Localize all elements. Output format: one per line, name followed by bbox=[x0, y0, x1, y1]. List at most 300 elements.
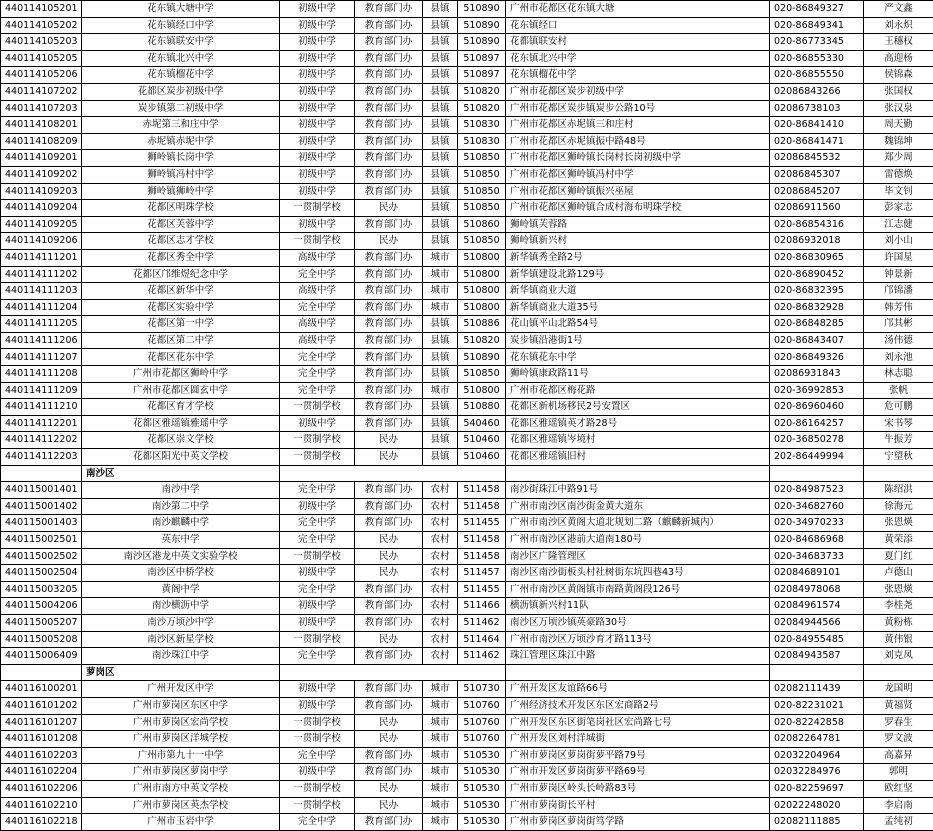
phone-cell: 02086932018 bbox=[770, 233, 864, 250]
school-name-cell: 花都区花东中学 bbox=[82, 349, 280, 366]
postal-code-cell: 510820 bbox=[458, 83, 506, 100]
postal-code-cell: 511462 bbox=[458, 648, 506, 665]
empty-cell bbox=[280, 465, 506, 482]
address-cell: 狮岭镇新兴村 bbox=[506, 233, 770, 250]
postal-code-cell: 511458 bbox=[458, 548, 506, 565]
school-code-cell: 440115001402 bbox=[1, 498, 82, 515]
school-organizer-cell: 教育部门办 bbox=[355, 349, 423, 366]
postal-code-cell: 510530 bbox=[458, 797, 506, 814]
principal-cell: 陈绍洪 bbox=[864, 482, 933, 499]
school-organizer-cell: 民办 bbox=[355, 731, 423, 748]
postal-code-cell: 511466 bbox=[458, 598, 506, 615]
area-type-cell: 县镇 bbox=[423, 183, 458, 200]
school-level-cell: 完全中学 bbox=[280, 299, 355, 316]
school-organizer-cell: 民办 bbox=[355, 532, 423, 549]
school-level-cell: 初级中学 bbox=[280, 100, 355, 117]
table-row bbox=[1, 780, 933, 797]
table-row bbox=[1, 316, 933, 333]
principal-cell: 高迎杨 bbox=[864, 50, 933, 67]
table-row bbox=[1, 631, 933, 648]
principal-cell: 邝其彬 bbox=[864, 316, 933, 333]
principal-cell: 张国权 bbox=[864, 83, 933, 100]
phone-cell: 020-82231021 bbox=[770, 697, 864, 714]
school-organizer-cell: 教育部门办 bbox=[355, 266, 423, 283]
school-code-cell: 440115005207 bbox=[1, 614, 82, 631]
school-name-cell: 花都区邝维煜纪念中学 bbox=[82, 266, 280, 283]
school-code-cell: 440115004206 bbox=[1, 598, 82, 615]
principal-cell: 黄福贤 bbox=[864, 697, 933, 714]
postal-code-cell: 510760 bbox=[458, 714, 506, 731]
phone-cell: 020-36850278 bbox=[770, 432, 864, 449]
principal-cell: 汤伟德 bbox=[864, 332, 933, 349]
school-code-cell: 440114105203 bbox=[1, 34, 82, 51]
school-level-cell: 初级中学 bbox=[280, 681, 355, 698]
school-organizer-cell: 教育部门办 bbox=[355, 747, 423, 764]
phone-cell: 02084961574 bbox=[770, 598, 864, 615]
principal-cell: 徐海元 bbox=[864, 498, 933, 515]
postal-code-cell: 511458 bbox=[458, 532, 506, 549]
phone-cell: 020-36992853 bbox=[770, 382, 864, 399]
table-row bbox=[1, 216, 933, 233]
school-name-cell: 广州市萝岗区宏尚学校 bbox=[82, 714, 280, 731]
school-organizer-cell: 民办 bbox=[355, 631, 423, 648]
postal-code-cell: 510897 bbox=[458, 50, 506, 67]
school-organizer-cell: 教育部门办 bbox=[355, 50, 423, 67]
table-row bbox=[1, 183, 933, 200]
school-name-cell: 花都区新华中学 bbox=[82, 283, 280, 300]
phone-cell: 020-86849326 bbox=[770, 349, 864, 366]
area-type-cell: 城市 bbox=[423, 797, 458, 814]
table-row bbox=[1, 150, 933, 167]
area-type-cell: 城市 bbox=[423, 780, 458, 797]
postal-code-cell: 510800 bbox=[458, 299, 506, 316]
area-type-cell: 县镇 bbox=[423, 83, 458, 100]
address-cell: 南沙区广隆管理区 bbox=[506, 548, 770, 565]
area-type-cell: 农村 bbox=[423, 498, 458, 515]
school-code-cell: 440114109203 bbox=[1, 183, 82, 200]
empty-cell bbox=[1, 664, 82, 681]
address-cell: 南沙区南沙街板头村社树街东坑四巷43号 bbox=[506, 565, 770, 582]
district-name: 萝岗区 bbox=[82, 664, 280, 681]
school-organizer-cell: 民办 bbox=[355, 200, 423, 217]
address-cell: 广州市南沙区黄阁镇市南路黄阁段126号 bbox=[506, 581, 770, 598]
school-organizer-cell: 民办 bbox=[355, 714, 423, 731]
principal-cell: 郭明 bbox=[864, 764, 933, 781]
school-organizer-cell: 民办 bbox=[355, 432, 423, 449]
address-cell: 广州市花都区狮岭镇长岗村长岗初级中学 bbox=[506, 150, 770, 167]
school-level-cell: 一贯制学校 bbox=[280, 631, 355, 648]
principal-cell: 毕文钊 bbox=[864, 183, 933, 200]
school-code-cell: 440114111203 bbox=[1, 283, 82, 300]
address-cell: 花山镇平山北路54号 bbox=[506, 316, 770, 333]
principal-cell: 欧红坚 bbox=[864, 780, 933, 797]
postal-code-cell: 510830 bbox=[458, 133, 506, 150]
table-row bbox=[1, 67, 933, 84]
school-level-cell: 初级中学 bbox=[280, 415, 355, 432]
table-row bbox=[1, 532, 933, 549]
principal-cell: 刘克凤 bbox=[864, 648, 933, 665]
school-name-cell: 广州开发区中学 bbox=[82, 681, 280, 698]
table-row bbox=[1, 382, 933, 399]
school-organizer-cell: 教育部门办 bbox=[355, 332, 423, 349]
address-cell: 广州市花都区狮岭镇冯村中学 bbox=[506, 166, 770, 183]
school-organizer-cell: 教育部门办 bbox=[355, 117, 423, 134]
table-row bbox=[1, 299, 933, 316]
area-type-cell: 农村 bbox=[423, 631, 458, 648]
phone-cell: 020-86890452 bbox=[770, 266, 864, 283]
school-organizer-cell: 教育部门办 bbox=[355, 498, 423, 515]
empty-cell bbox=[864, 465, 933, 482]
area-type-cell: 县镇 bbox=[423, 432, 458, 449]
school-level-cell: 完全中学 bbox=[280, 366, 355, 383]
address-cell: 广州市南沙区万顷沙育才路113号 bbox=[506, 631, 770, 648]
school-name-cell: 南沙区港龙中英文实验学校 bbox=[82, 548, 280, 565]
school-level-cell: 完全中学 bbox=[280, 266, 355, 283]
school-name-cell: 花东镇榴花中学 bbox=[82, 67, 280, 84]
phone-cell: 02086931843 bbox=[770, 366, 864, 383]
school-code-cell: 440116102210 bbox=[1, 797, 82, 814]
school-organizer-cell: 教育部门办 bbox=[355, 399, 423, 416]
postal-code-cell: 510860 bbox=[458, 216, 506, 233]
area-type-cell: 城市 bbox=[423, 697, 458, 714]
school-name-cell: 花都区第二中学 bbox=[82, 332, 280, 349]
school-name-cell: 狮岭镇冯村中学 bbox=[82, 166, 280, 183]
postal-code-cell: 511455 bbox=[458, 581, 506, 598]
area-type-cell: 城市 bbox=[423, 249, 458, 266]
principal-cell: 林志聪 bbox=[864, 366, 933, 383]
school-organizer-cell: 民办 bbox=[355, 449, 423, 466]
address-cell: 广州开发区友谊路66号 bbox=[506, 681, 770, 698]
address-cell: 广州市萝岗区岭头长岭路83号 bbox=[506, 780, 770, 797]
school-organizer-cell: 教育部门办 bbox=[355, 183, 423, 200]
school-name-cell: 广州市萝岗区洋城学校 bbox=[82, 731, 280, 748]
principal-cell: 江志健 bbox=[864, 216, 933, 233]
school-name-cell: 花都区实验中学 bbox=[82, 299, 280, 316]
school-level-cell: 初级中学 bbox=[280, 83, 355, 100]
school-code-cell: 440114109201 bbox=[1, 150, 82, 167]
school-name-cell: 花都区秀全中学 bbox=[82, 249, 280, 266]
postal-code-cell: 510760 bbox=[458, 697, 506, 714]
school-level-cell: 初级中学 bbox=[280, 614, 355, 631]
postal-code-cell: 510460 bbox=[458, 432, 506, 449]
district-name: 南沙区 bbox=[82, 465, 280, 482]
address-cell: 广州市南沙区南沙街金黄大道东 bbox=[506, 498, 770, 515]
area-type-cell: 县镇 bbox=[423, 117, 458, 134]
phone-cell: 02084978068 bbox=[770, 581, 864, 598]
principal-cell: 孟纯初 bbox=[864, 814, 933, 831]
phone-cell: 020-82242858 bbox=[770, 714, 864, 731]
school-name-cell: 花东镇北兴中学 bbox=[82, 50, 280, 67]
school-name-cell: 花都区雅瑶镇雅瑶中学 bbox=[82, 415, 280, 432]
principal-cell: 卢德山 bbox=[864, 565, 933, 582]
school-code-cell: 440114109202 bbox=[1, 166, 82, 183]
phone-cell: 02022248020 bbox=[770, 797, 864, 814]
district-header-row bbox=[1, 664, 933, 681]
area-type-cell: 农村 bbox=[423, 515, 458, 532]
postal-code-cell: 510460 bbox=[458, 449, 506, 466]
phone-cell: 020-84955485 bbox=[770, 631, 864, 648]
school-name-cell: 炭步镇第二初级中学 bbox=[82, 100, 280, 117]
principal-cell: 魏锦坤 bbox=[864, 133, 933, 150]
school-name-cell: 南沙区中桥学校 bbox=[82, 565, 280, 582]
school-name-cell: 花东镇经口中学 bbox=[82, 17, 280, 34]
school-level-cell: 高级中学 bbox=[280, 249, 355, 266]
school-level-cell: 初级中学 bbox=[280, 117, 355, 134]
school-level-cell: 高级中学 bbox=[280, 283, 355, 300]
phone-cell: 02086845207 bbox=[770, 183, 864, 200]
school-code-cell: 440114109205 bbox=[1, 216, 82, 233]
table-row bbox=[1, 1, 933, 18]
area-type-cell: 农村 bbox=[423, 648, 458, 665]
school-name-cell: 花都区炭步初级中学 bbox=[82, 83, 280, 100]
postal-code-cell: 510880 bbox=[458, 399, 506, 416]
address-cell: 新华镇商业大道35号 bbox=[506, 299, 770, 316]
school-code-cell: 440114108209 bbox=[1, 133, 82, 150]
school-name-cell: 南沙横沥中学 bbox=[82, 598, 280, 615]
address-cell: 横沥镇新兴村11队 bbox=[506, 598, 770, 615]
school-code-cell: 440116100201 bbox=[1, 681, 82, 698]
postal-code-cell: 510800 bbox=[458, 266, 506, 283]
address-cell: 广州市萝岗街长平村 bbox=[506, 797, 770, 814]
address-cell: 狮岭镇康政路11号 bbox=[506, 366, 770, 383]
postal-code-cell: 510820 bbox=[458, 100, 506, 117]
school-code-cell: 440114111204 bbox=[1, 299, 82, 316]
area-type-cell: 农村 bbox=[423, 581, 458, 598]
table-row bbox=[1, 764, 933, 781]
table-row bbox=[1, 681, 933, 698]
address-cell: 花东镇经口 bbox=[506, 17, 770, 34]
area-type-cell: 农村 bbox=[423, 565, 458, 582]
address-cell: 广州开发区东区街笔岗社区宏尚路七号 bbox=[506, 714, 770, 731]
school-level-cell: 一贯制学校 bbox=[280, 432, 355, 449]
table-row bbox=[1, 50, 933, 67]
table-row bbox=[1, 366, 933, 383]
principal-cell: 周天勤 bbox=[864, 117, 933, 134]
phone-cell: 020-86773345 bbox=[770, 34, 864, 51]
principal-cell: 刘永炽 bbox=[864, 17, 933, 34]
school-level-cell: 一贯制学校 bbox=[280, 548, 355, 565]
phone-cell: 020-82259697 bbox=[770, 780, 864, 797]
school-level-cell: 完全中学 bbox=[280, 814, 355, 831]
table-row bbox=[1, 548, 933, 565]
empty-cell bbox=[770, 664, 864, 681]
school-level-cell: 初级中学 bbox=[280, 764, 355, 781]
school-name-cell: 花都区崇文学校 bbox=[82, 432, 280, 449]
phone-cell: 020-86849341 bbox=[770, 17, 864, 34]
address-cell: 珠江管理区珠江中路 bbox=[506, 648, 770, 665]
postal-code-cell: 510530 bbox=[458, 780, 506, 797]
school-code-cell: 440115002504 bbox=[1, 565, 82, 582]
area-type-cell: 县镇 bbox=[423, 233, 458, 250]
phone-cell: 020-86855330 bbox=[770, 50, 864, 67]
phone-cell: 020-86832928 bbox=[770, 299, 864, 316]
phone-cell: 020-86164257 bbox=[770, 415, 864, 432]
table-row bbox=[1, 598, 933, 615]
postal-code-cell: 510730 bbox=[458, 681, 506, 698]
postal-code-cell: 511457 bbox=[458, 565, 506, 582]
school-level-cell: 高级中学 bbox=[280, 316, 355, 333]
address-cell: 花东镇榴花中学 bbox=[506, 67, 770, 84]
address-cell: 花都镇联安村 bbox=[506, 34, 770, 51]
empty-cell bbox=[280, 664, 506, 681]
phone-cell: 02082111885 bbox=[770, 814, 864, 831]
school-name-cell: 广州市南方中英文学校 bbox=[82, 780, 280, 797]
postal-code-cell: 511462 bbox=[458, 614, 506, 631]
principal-cell: 韩芳伟 bbox=[864, 299, 933, 316]
table-row bbox=[1, 283, 933, 300]
school-level-cell: 完全中学 bbox=[280, 747, 355, 764]
school-code-cell: 440114111207 bbox=[1, 349, 82, 366]
address-cell: 南沙街珠江中路91号 bbox=[506, 482, 770, 499]
address-cell: 新华镇秀全路2号 bbox=[506, 249, 770, 266]
postal-code-cell: 510850 bbox=[458, 200, 506, 217]
area-type-cell: 城市 bbox=[423, 299, 458, 316]
address-cell: 广州市花都区狮岭镇振兴巫屋 bbox=[506, 183, 770, 200]
school-code-cell: 440114112203 bbox=[1, 449, 82, 466]
address-cell: 南沙区万顷沙镇英豪路30号 bbox=[506, 614, 770, 631]
school-level-cell: 初级中学 bbox=[280, 34, 355, 51]
school-organizer-cell: 教育部门办 bbox=[355, 382, 423, 399]
area-type-cell: 农村 bbox=[423, 482, 458, 499]
school-organizer-cell: 教育部门办 bbox=[355, 299, 423, 316]
table-row bbox=[1, 449, 933, 466]
school-organizer-cell: 教育部门办 bbox=[355, 249, 423, 266]
area-type-cell: 城市 bbox=[423, 382, 458, 399]
school-code-cell: 440115002502 bbox=[1, 548, 82, 565]
school-organizer-cell: 教育部门办 bbox=[355, 166, 423, 183]
address-cell: 广州市花都区赤坭镇三和庄村 bbox=[506, 117, 770, 134]
school-name-cell: 花都区芙蓉中学 bbox=[82, 216, 280, 233]
postal-code-cell: 510530 bbox=[458, 814, 506, 831]
school-organizer-cell: 教育部门办 bbox=[355, 764, 423, 781]
principal-cell: 刘小山 bbox=[864, 233, 933, 250]
area-type-cell: 县镇 bbox=[423, 166, 458, 183]
school-level-cell: 完全中学 bbox=[280, 648, 355, 665]
principal-cell: 罗春生 bbox=[864, 714, 933, 731]
table-row bbox=[1, 432, 933, 449]
school-name-cell: 南沙中学 bbox=[82, 482, 280, 499]
table-row bbox=[1, 133, 933, 150]
school-organizer-cell: 教育部门办 bbox=[355, 482, 423, 499]
area-type-cell: 县镇 bbox=[423, 332, 458, 349]
table-row bbox=[1, 731, 933, 748]
address-cell: 广州市花都区炭步初级中学 bbox=[506, 83, 770, 100]
area-type-cell: 城市 bbox=[423, 814, 458, 831]
table-row bbox=[1, 117, 933, 134]
school-name-cell: 赤坭第三和庄中学 bbox=[82, 117, 280, 134]
principal-cell: 邝锦潘 bbox=[864, 283, 933, 300]
table-row bbox=[1, 415, 933, 432]
school-code-cell: 440114107203 bbox=[1, 100, 82, 117]
principal-cell: 黄荣添 bbox=[864, 532, 933, 549]
school-organizer-cell: 民办 bbox=[355, 565, 423, 582]
school-name-cell: 广州市花都区狮岭中学 bbox=[82, 366, 280, 383]
phone-cell: 020-86854316 bbox=[770, 216, 864, 233]
school-level-cell: 初级中学 bbox=[280, 50, 355, 67]
school-level-cell: 一贯制学校 bbox=[280, 233, 355, 250]
postal-code-cell: 510850 bbox=[458, 366, 506, 383]
principal-cell: 严文鑫 bbox=[864, 1, 933, 18]
school-code-cell: 440116101202 bbox=[1, 697, 82, 714]
principal-cell: 刘永池 bbox=[864, 349, 933, 366]
school-organizer-cell: 教育部门办 bbox=[355, 515, 423, 532]
area-type-cell: 县镇 bbox=[423, 17, 458, 34]
school-organizer-cell: 教育部门办 bbox=[355, 34, 423, 51]
phone-cell: 02082264781 bbox=[770, 731, 864, 748]
school-code-cell: 440114112201 bbox=[1, 415, 82, 432]
school-name-cell: 花都区育才学校 bbox=[82, 399, 280, 416]
principal-cell: 高嘉昇 bbox=[864, 747, 933, 764]
school-code-cell: 440114111202 bbox=[1, 266, 82, 283]
school-organizer-cell: 教育部门办 bbox=[355, 681, 423, 698]
school-name-cell: 狮岭镇长岗中学 bbox=[82, 150, 280, 167]
table-body bbox=[1, 1, 933, 831]
phone-cell: 020-34683733 bbox=[770, 548, 864, 565]
phone-cell: 020-86841471 bbox=[770, 133, 864, 150]
school-organizer-cell: 民办 bbox=[355, 548, 423, 565]
school-organizer-cell: 教育部门办 bbox=[355, 366, 423, 383]
table-row bbox=[1, 349, 933, 366]
table-row bbox=[1, 266, 933, 283]
school-level-cell: 初级中学 bbox=[280, 133, 355, 150]
school-code-cell: 440114111209 bbox=[1, 382, 82, 399]
area-type-cell: 县镇 bbox=[423, 216, 458, 233]
school-level-cell: 初级中学 bbox=[280, 183, 355, 200]
school-organizer-cell: 教育部门办 bbox=[355, 83, 423, 100]
table-row bbox=[1, 83, 933, 100]
school-name-cell: 南沙万顷沙中学 bbox=[82, 614, 280, 631]
empty-cell bbox=[1, 465, 82, 482]
table-row bbox=[1, 34, 933, 51]
phone-cell: 02082111439 bbox=[770, 681, 864, 698]
table-row bbox=[1, 648, 933, 665]
school-organizer-cell: 教育部门办 bbox=[355, 814, 423, 831]
school-level-cell: 初级中学 bbox=[280, 697, 355, 714]
school-level-cell: 初级中学 bbox=[280, 150, 355, 167]
postal-code-cell: 510886 bbox=[458, 316, 506, 333]
school-code-cell: 440114111201 bbox=[1, 249, 82, 266]
postal-code-cell: 510800 bbox=[458, 382, 506, 399]
school-level-cell: 一贯制学校 bbox=[280, 200, 355, 217]
school-code-cell: 440115005208 bbox=[1, 631, 82, 648]
phone-cell: 02086738103 bbox=[770, 100, 864, 117]
address-cell: 广州市花都区炭步镇炭步公路10号 bbox=[506, 100, 770, 117]
school-organizer-cell: 民办 bbox=[355, 233, 423, 250]
principal-cell: 宋书琴 bbox=[864, 415, 933, 432]
school-name-cell: 花都区明珠学校 bbox=[82, 200, 280, 217]
phone-cell: 02084944566 bbox=[770, 614, 864, 631]
school-level-cell: 完全中学 bbox=[280, 382, 355, 399]
area-type-cell: 农村 bbox=[423, 532, 458, 549]
phone-cell: 02086845532 bbox=[770, 150, 864, 167]
empty-cell bbox=[864, 664, 933, 681]
school-name-cell: 黄阁中学 bbox=[82, 581, 280, 598]
school-code-cell: 440116102204 bbox=[1, 764, 82, 781]
school-level-cell: 初级中学 bbox=[280, 565, 355, 582]
table-row bbox=[1, 200, 933, 217]
table-row bbox=[1, 697, 933, 714]
postal-code-cell: 510890 bbox=[458, 17, 506, 34]
address-cell: 炭步镇沿港街1号 bbox=[506, 332, 770, 349]
postal-code-cell: 510850 bbox=[458, 166, 506, 183]
principal-cell: 黄粉栋 bbox=[864, 614, 933, 631]
school-code-cell: 440114111210 bbox=[1, 399, 82, 416]
area-type-cell: 县镇 bbox=[423, 133, 458, 150]
table-row bbox=[1, 797, 933, 814]
principal-cell: 罗文波 bbox=[864, 731, 933, 748]
area-type-cell: 县镇 bbox=[423, 1, 458, 18]
principal-cell: 李桂尧 bbox=[864, 598, 933, 615]
